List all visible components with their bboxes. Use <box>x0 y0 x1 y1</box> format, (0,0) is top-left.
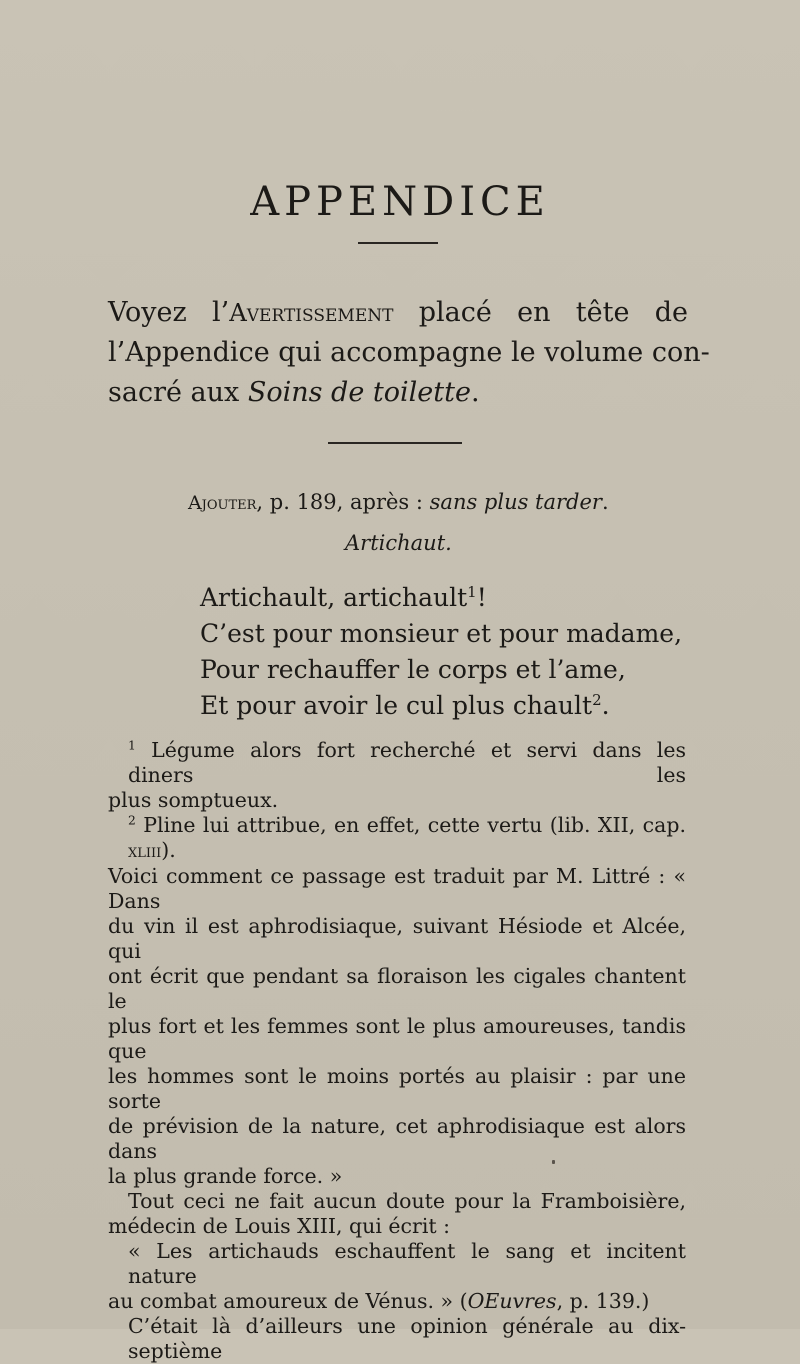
footnote-2-line: la plus grande force. » <box>108 1164 343 1188</box>
footnote-paragraph-line: médecin de Louis XIII, qui écrit : <box>108 1214 451 1238</box>
ink-speck <box>552 1160 555 1164</box>
soins-de-toilette-italic: Soins de toilette <box>247 377 471 408</box>
verse-line: Artichault, artichault$^1$! <box>200 583 487 612</box>
ajouter-label: Ajouter <box>188 492 257 514</box>
intro-line-2: l’Appendice qui accompagne le volume con- <box>108 337 710 368</box>
footnote-ref: 1 <box>467 583 477 601</box>
footnote-paragraph-line: « Les artichauds eschauffent le sang et incitent nature <box>128 1239 686 1288</box>
footnote-2-line: plus fort et les femmes sont le plus amoureuses, tandis que <box>108 1014 686 1063</box>
footnote-2-line: Voici comment ce passage est traduit par M. Littré : « Dans <box>108 864 686 913</box>
ajouter-italic: sans plus tarder <box>429 490 602 514</box>
section-heading: Artichaut. <box>345 531 452 555</box>
intro-paragraph <box>108 293 710 413</box>
intro-line-1: Voyez l’Avertissement placé en tête de <box>108 297 688 328</box>
verse-line: Pour rechauffer le corps et l’ame, <box>200 655 626 684</box>
verse-line: Et pour avoir le cul plus chault$^2$. <box>200 691 610 720</box>
footnote-paragraph-line: Tout ceci ne fait aucun doute pour la Framboisière, <box>128 1189 686 1213</box>
footnote-2-line: de prévision de la nature, cet aphrodisiaque est alors dans <box>108 1114 686 1163</box>
footnote-marker: 1 <box>128 738 136 753</box>
divider-rule <box>328 442 462 444</box>
avertissement-smallcaps: Avertissement <box>229 298 394 327</box>
verse-block <box>200 580 682 724</box>
footnotes <box>108 738 686 1364</box>
page-title: APPENDICE <box>250 178 550 225</box>
footnote-marker: 2 <box>128 813 136 828</box>
footnote-paragraph-line: au combat amoureux de Vénus. » (OEuvres, p. 139.) <box>108 1289 650 1313</box>
verse-line: C’est pour monsieur et pour madame, <box>200 619 683 648</box>
footnote-1-line: $^1$ Légume alors fort recherché et servi dans les diners les <box>128 738 686 787</box>
intro-line-3: sacré aux Soins de toilette. <box>108 377 480 408</box>
footnote-2-line: du vin il est aphrodisiaque, suivant Hésiode et Alcée, qui <box>108 914 686 963</box>
footnote-2-line: les hommes sont le moins portés au plaisir : par une sorte <box>108 1064 686 1113</box>
footnote-2-line: ont écrit que pendant sa floraison les cigales chantent le <box>108 964 686 1013</box>
footnote-ref: 2 <box>592 691 602 709</box>
footnote-2-line: $^2$ Pline lui attribue, en effet, cette vertu (lib. XII, cap. xliii). <box>128 813 686 862</box>
footnote-1-line: plus somptueux. <box>108 788 279 812</box>
ajouter-line: Ajouter, p. 189, après : sans plus tarder. <box>188 490 609 514</box>
divider-rule <box>358 242 438 244</box>
footnote-paragraph-line: C’était là d’ailleurs une opinion générale au dix-septième <box>128 1314 686 1363</box>
